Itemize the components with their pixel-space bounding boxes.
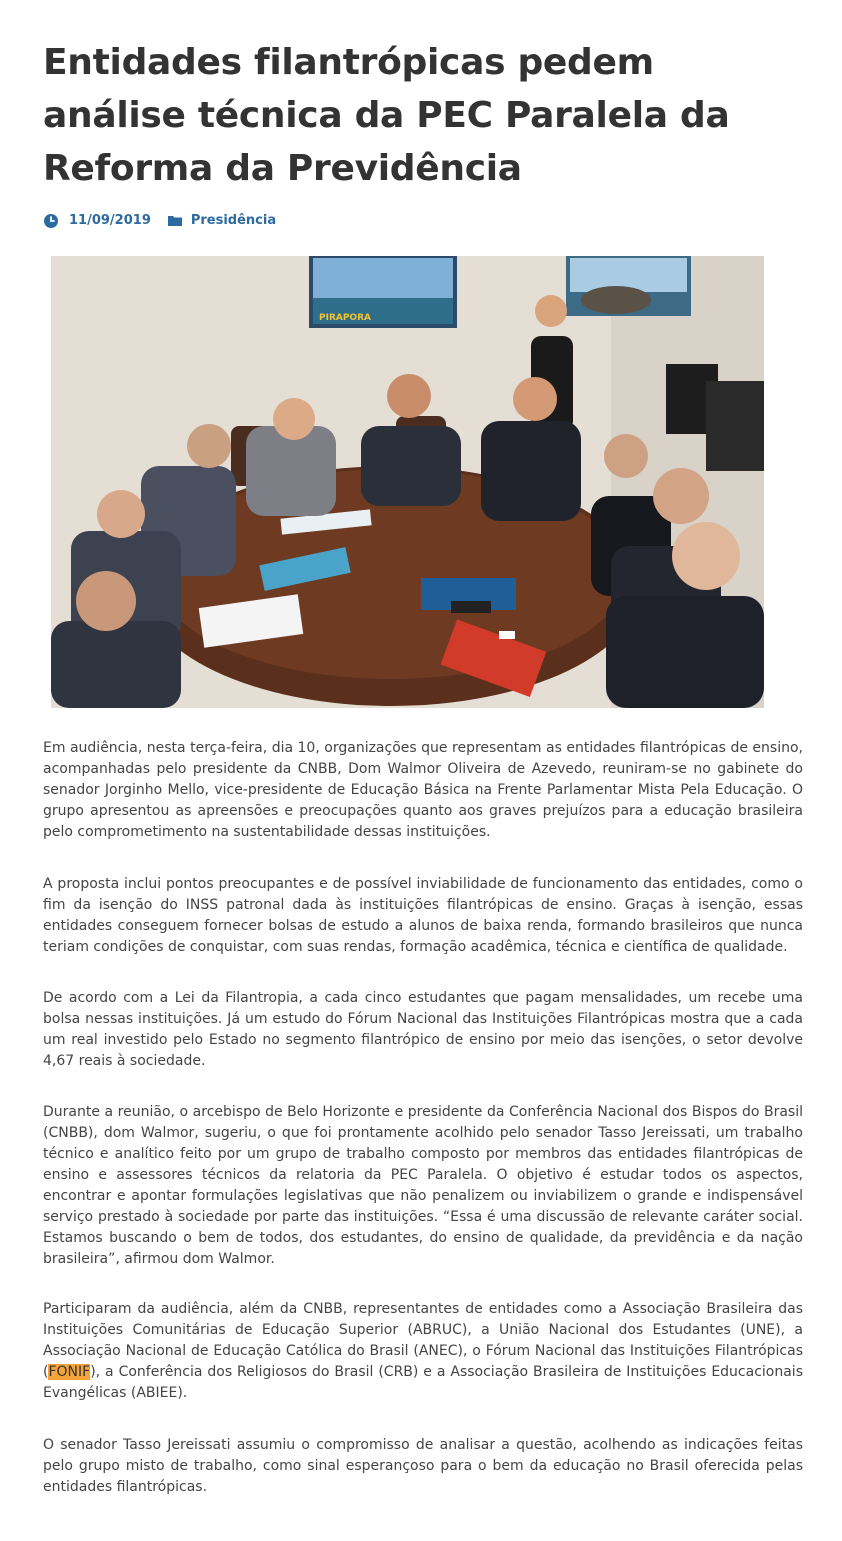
post-category-link[interactable]: Presidência — [190, 213, 277, 228]
article-paragraph: Em audiência, nesta terça-feira, dia 10, organizações que representam as entidades filantrópicas de ensino, acompanhadas pelo presidente da CNBB, Dom Walmor Oliveira de Azevedo, reuniram-se no gabinete do senador Jorginho Mello, vice-presidente de Educação Básica na Frente Parlamentar Mista Pela Educação. O grupo apresentou as apreensões e preocupações quanto aos graves prejuízos para a educação brasileira pelo comprometimento na sustentabilidade dessas instituições. — [43, 740, 803, 840]
article-photo — [51, 256, 764, 708]
post-meta — [43, 211, 276, 231]
post-date[interactable]: 11/09/2019 — [69, 213, 151, 228]
article-paragraph — [43, 1299, 803, 1404]
paragraph-text: ), a Conferência dos Religiosos do Brasil (CRB) e a Associação Brasileira de Instituições Educacionais Evangélicas (ABIEE). — [43, 1364, 803, 1401]
article-paragraph: O senador Tasso Jereissati assumiu o compromisso de analisar a questão, acolhendo as indicações feitas pelo grupo misto de trabalho, como sinal esperançoso para o bem da educação no Brasil oferecida pelas entidades filantrópicas. — [43, 1437, 803, 1495]
article-paragraph: Durante a reunião, o arcebispo de Belo Horizonte e presidente da Conferência Nacional dos Bispos do Brasil (CNBB), dom Walmor, sugeriu, o que foi prontamente acolhido pelo senador Tasso Jereissati, um trabalho técnico e analítico feito por um grupo de trabalho composto por membros das entidades filantrópicas de ensino e assessores técnicos da relatoria da PEC Paralela. O objetivo é estudar todos os aspectos, encontrar e apontar formulações legislativas que não penalizem ou inviabilizem o grande e indispensável serviço prestado à sociedade por parte das instituições. “Essa é uma discussão de relevante caráter social. Estamos buscando o bem de todos, dos estudantes, do ensino de qualidade, da previdência e da nação brasileira”, afirmou dom Walmor. — [43, 1104, 803, 1267]
article-paragraph: De acordo com a Lei da Filantropia, a cada cinco estudantes que pagam mensalidades, um recebe uma bolsa nessas instituições. Já um estudo do Fórum Nacional das Instituições Filantrópicas mostra que a cada um real investido pelo Estado no segmento filantrópico de ensino por meio das isenções, o setor devolve 4,67 reais à sociedade. — [43, 990, 803, 1069]
poster-text: PIRAPORA — [319, 313, 371, 323]
folder-icon — [167, 213, 183, 229]
highlighted-term: FONIF — [48, 1364, 91, 1380]
clock-icon — [43, 213, 59, 229]
paragraph-text: Participaram da audiência, além da CNBB, representantes de entidades como a Associação Brasileira das Instituições Comunitárias de Educação Superior (ABRUC), a União Nacional dos Estudantes (UNE), a Associação Nacional de Educação Católica do Brasil (ANEC), o Fórum Nacional das Instituições Filantrópicas ( — [43, 1301, 803, 1380]
article-title: Entidades filantrópicas pedem análise técnica da PEC Paralela da Reforma da Previdência — [43, 42, 730, 189]
article-paragraph: A proposta inclui pontos preocupantes e de possível inviabilidade de funcionamento das entidades, como o fim da isenção do INSS patronal dada às instituições filantrópicas de ensino. Graças à isenção, essas entidades conseguem fornecer bolsas de estudo a alunos de baixa renda, formando brasileiros que nunca teriam condições de conquistar, com suas rendas, formação acadêmica, técnica e científica de qualidade. — [43, 876, 803, 955]
